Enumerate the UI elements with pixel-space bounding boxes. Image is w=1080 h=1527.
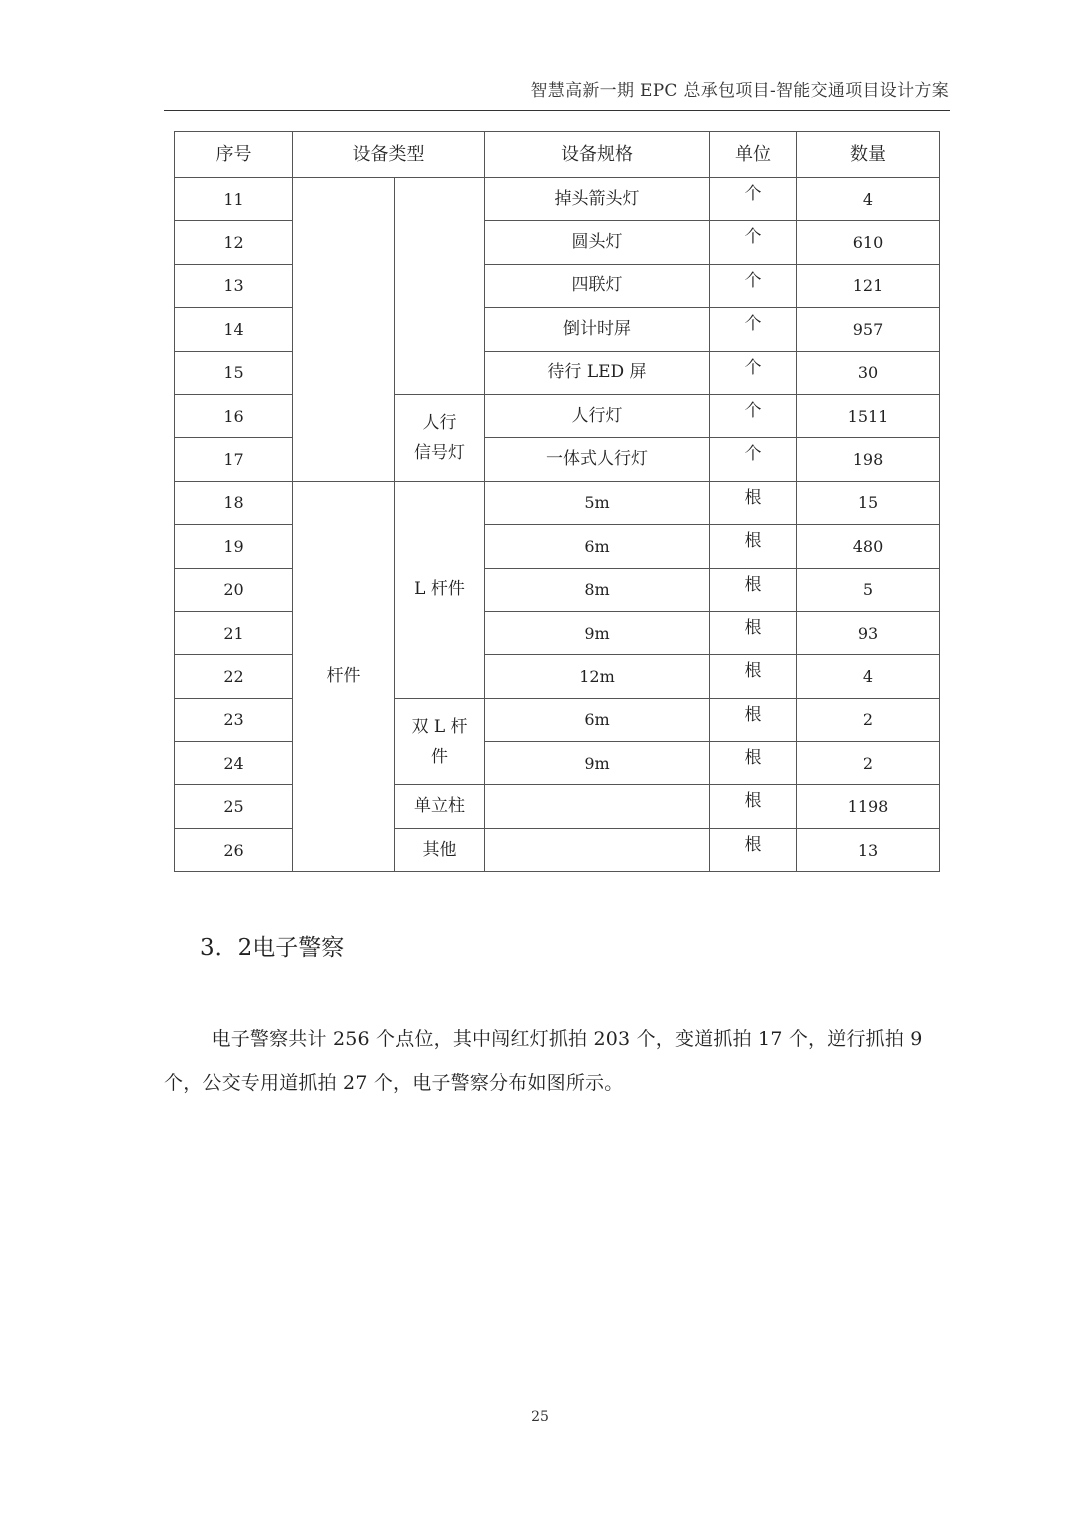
subtype-cell-pedestrian-signal — [395, 394, 485, 481]
unit-cell: 根 — [710, 785, 797, 828]
type-cell-pole: 杆件 — [293, 481, 395, 872]
spec-cell: 9m — [485, 611, 710, 654]
qty-cell: 5 — [797, 568, 940, 611]
spec-cell: 一体式人行灯 — [485, 438, 710, 481]
table-row — [175, 438, 940, 481]
subtype-cell-vehicle-signal — [395, 178, 485, 395]
subtype-cell-other: 其他 — [395, 828, 485, 871]
spec-cell: 9m — [485, 742, 710, 785]
row-number: 17 — [175, 438, 293, 481]
spec-cell — [485, 828, 710, 871]
table-row — [175, 568, 940, 611]
table-row — [175, 264, 940, 307]
unit-cell: 根 — [710, 568, 797, 611]
header-cell-no: 序号 — [175, 132, 293, 178]
unit-cell: 根 — [710, 525, 797, 568]
subtype-cell-l-pole: L 杆件 — [395, 481, 485, 698]
row-number: 14 — [175, 308, 293, 351]
row-number: 25 — [175, 785, 293, 828]
qty-cell: 2 — [797, 698, 940, 741]
row-number: 23 — [175, 698, 293, 741]
table-row — [175, 698, 940, 741]
unit-cell: 个 — [710, 308, 797, 351]
unit-cell: 个 — [710, 351, 797, 394]
header-cell-unit: 单位 — [710, 132, 797, 178]
spec-cell: 待行 LED 屏 — [485, 351, 710, 394]
unit-cell: 根 — [710, 828, 797, 871]
row-number: 11 — [175, 178, 293, 221]
unit-cell: 个 — [710, 394, 797, 437]
table-row — [175, 394, 940, 437]
unit-cell: 根 — [710, 698, 797, 741]
table-row — [175, 221, 940, 264]
table-row — [175, 481, 940, 524]
table-row — [175, 655, 940, 698]
table-row — [175, 178, 940, 221]
subtype-label-line: 人行 — [422, 412, 457, 433]
spec-cell: 人行灯 — [485, 394, 710, 437]
spec-cell: 掉头箭头灯 — [485, 178, 710, 221]
unit-cell: 个 — [710, 264, 797, 307]
qty-cell: 4 — [797, 178, 940, 221]
qty-cell: 1511 — [797, 394, 940, 437]
qty-cell: 1198 — [797, 785, 940, 828]
qty-cell: 13 — [797, 828, 940, 871]
equipment-table — [174, 131, 940, 872]
spec-cell: 圆头灯 — [485, 221, 710, 264]
row-number: 20 — [175, 568, 293, 611]
section-heading: 3．2电子警察 — [200, 935, 345, 961]
qty-cell: 610 — [797, 221, 940, 264]
page-number: 25 — [531, 1409, 549, 1425]
qty-cell: 121 — [797, 264, 940, 307]
qty-cell: 480 — [797, 525, 940, 568]
unit-cell: 个 — [710, 178, 797, 221]
unit-cell: 根 — [710, 655, 797, 698]
row-number: 21 — [175, 611, 293, 654]
row-number: 13 — [175, 264, 293, 307]
qty-cell: 93 — [797, 611, 940, 654]
unit-cell: 根 — [710, 481, 797, 524]
body-paragraph: 电子警察共计 256 个点位，其中闯红灯抓拍 203 个，变道抓拍 17 个，逆行抓拍 9 个，公交专用道抓拍 27 个，电子警察分布如图所示。 — [164, 1028, 923, 1094]
qty-cell: 957 — [797, 308, 940, 351]
header-cell-type: 设备类型 — [293, 132, 485, 178]
subtype-cell-double-l-pole — [395, 698, 485, 785]
row-number: 19 — [175, 525, 293, 568]
spec-cell: 四联灯 — [485, 264, 710, 307]
row-number: 24 — [175, 742, 293, 785]
table-row — [175, 611, 940, 654]
qty-cell: 2 — [797, 742, 940, 785]
table-row — [175, 525, 940, 568]
type-cell-signal-group — [293, 178, 395, 482]
table-row — [175, 828, 940, 871]
subtype-cell-single-column: 单立柱 — [395, 785, 485, 828]
spec-cell — [485, 785, 710, 828]
spec-cell: 6m — [485, 525, 710, 568]
qty-cell: 15 — [797, 481, 940, 524]
subtype-label-line: 双 L 杆 — [411, 716, 468, 737]
header-cell-spec: 设备规格 — [485, 132, 710, 178]
header-cell-qty: 数量 — [797, 132, 940, 178]
subtype-label-line: 件 — [431, 746, 448, 767]
spec-cell: 6m — [485, 698, 710, 741]
table-header-row — [175, 132, 940, 178]
qty-cell: 198 — [797, 438, 940, 481]
table-row — [175, 785, 940, 828]
table-row — [175, 351, 940, 394]
table-row — [175, 308, 940, 351]
spec-cell: 5m — [485, 481, 710, 524]
row-number: 12 — [175, 221, 293, 264]
table-row — [175, 742, 940, 785]
row-number: 18 — [175, 481, 293, 524]
document-header-title: 智慧高新一期 EPC 总承包项目-智能交通项目设计方案 — [530, 81, 949, 101]
spec-cell: 倒计时屏 — [485, 308, 710, 351]
unit-cell: 个 — [710, 221, 797, 264]
row-number: 16 — [175, 394, 293, 437]
row-number: 22 — [175, 655, 293, 698]
subtype-label-line: 信号灯 — [414, 442, 465, 463]
unit-cell: 根 — [710, 742, 797, 785]
unit-cell: 根 — [710, 611, 797, 654]
qty-cell: 30 — [797, 351, 940, 394]
spec-cell: 8m — [485, 568, 710, 611]
header-divider — [164, 110, 950, 111]
spec-cell: 12m — [485, 655, 710, 698]
unit-cell: 个 — [710, 438, 797, 481]
row-number: 15 — [175, 351, 293, 394]
row-number: 26 — [175, 828, 293, 871]
qty-cell: 4 — [797, 655, 940, 698]
